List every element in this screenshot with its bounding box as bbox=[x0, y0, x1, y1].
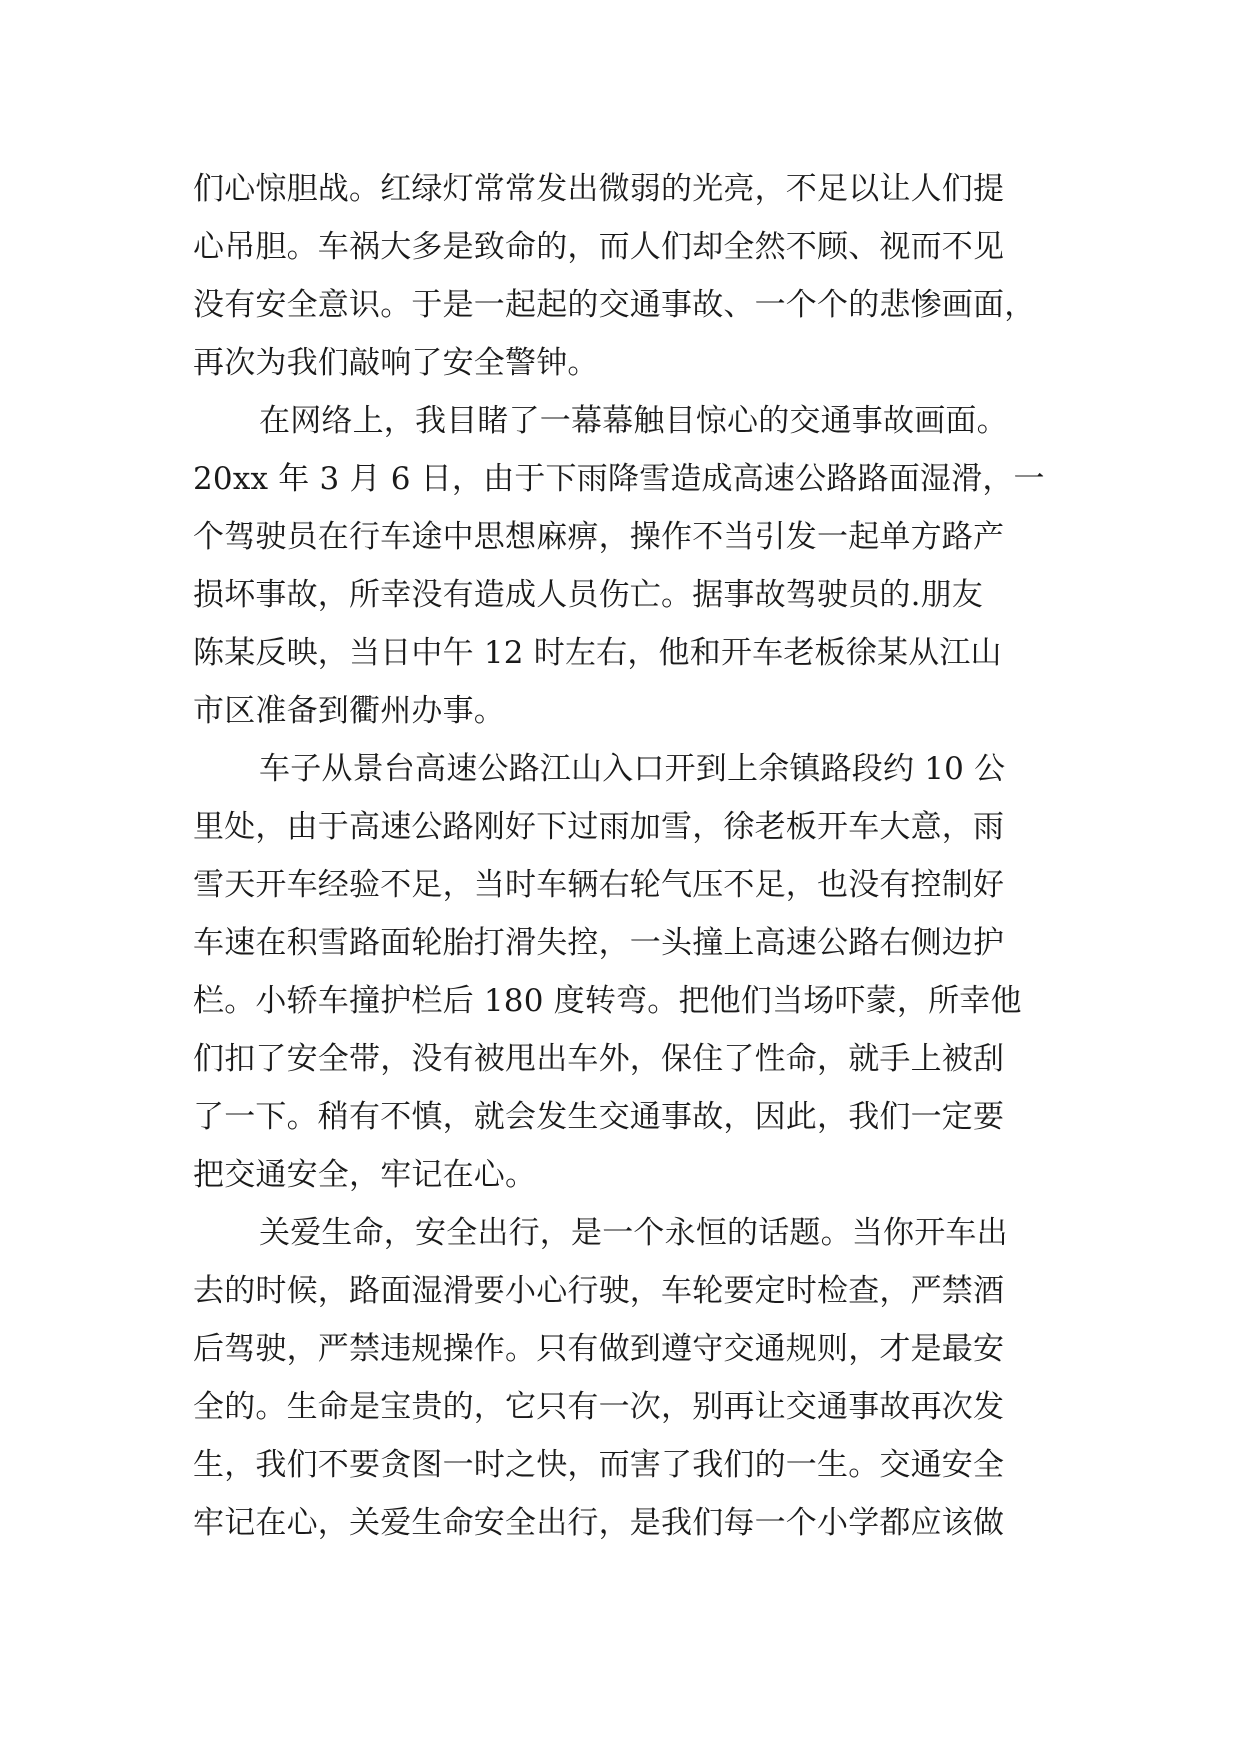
text-line: 市区准备到衢州办事。 bbox=[193, 693, 505, 729]
text-line: 心吊胆。车祸大多是致命的，而人们却全然不顾、视而不见 bbox=[193, 229, 1005, 265]
text-line: 牢记在心，关爱生命安全出行，是我们每一个小学都应该做 bbox=[193, 1505, 1005, 1541]
body-text bbox=[193, 160, 1053, 1552]
text-line: 再次为我们敲响了安全警钟。 bbox=[193, 345, 599, 381]
paragraph-start-line: 在网络上，我目睹了一幕幕触目惊心的交通事故画面。 bbox=[259, 403, 1008, 439]
text-line: 损坏事故，所幸没有造成人员伤亡。据事故驾驶员的.朋友 bbox=[193, 577, 984, 613]
text-line: 个驾驶员在行车途中思想麻痹，操作不当引发一起单方路产 bbox=[193, 519, 1005, 555]
paragraph-start-line: 车子从景台高速公路江山入口开到上余镇路段约 10 公 bbox=[259, 751, 1006, 787]
text-line: 20xx 年 3 月 6 日，由于下雨降雪造成高速公路路面湿滑，一 bbox=[193, 461, 1045, 497]
text-line: 后驾驶，严禁违规操作。只有做到遵守交通规则，才是最安 bbox=[193, 1331, 1005, 1367]
text-line: 们心惊胆战。红绿灯常常发出微弱的光亮，不足以让人们提 bbox=[193, 171, 1005, 207]
paragraph-start-line: 关爱生命，安全出行，是一个永恒的话题。当你开车出 bbox=[259, 1215, 1008, 1251]
text-line: 把交通安全，牢记在心。 bbox=[193, 1157, 537, 1193]
text-line: 车速在积雪路面轮胎打滑失控，一头撞上高速公路右侧边护 bbox=[193, 925, 1005, 961]
text-line: 陈某反映，当日中午 12 时左右，他和开车老板徐某从江山 bbox=[193, 635, 1002, 671]
text-line: 了一下。稍有不慎，就会发生交通事故，因此，我们一定要 bbox=[193, 1099, 1005, 1135]
text-line: 里处，由于高速公路刚好下过雨加雪，徐老板开车大意，雨 bbox=[193, 809, 1005, 845]
text-line: 们扣了安全带，没有被甩出车外，保住了性命，就手上被刮 bbox=[193, 1041, 1005, 1077]
text-line: 雪天开车经验不足，当时车辆右轮气压不足，也没有控制好 bbox=[193, 867, 1005, 903]
text-line: 全的。生命是宝贵的，它只有一次，别再让交通事故再次发 bbox=[193, 1389, 1005, 1425]
text-line: 生，我们不要贪图一时之快，而害了我们的一生。交通安全 bbox=[193, 1447, 1005, 1483]
text-line: 没有安全意识。于是一起起的交通事故、一个个的悲惨画面， bbox=[193, 287, 1036, 323]
text-line: 去的时候，路面湿滑要小心行驶，车轮要定时检查，严禁酒 bbox=[193, 1273, 1005, 1309]
text-line: 栏。小轿车撞护栏后 180 度转弯。把他们当场吓蒙，所幸他 bbox=[193, 983, 1022, 1019]
